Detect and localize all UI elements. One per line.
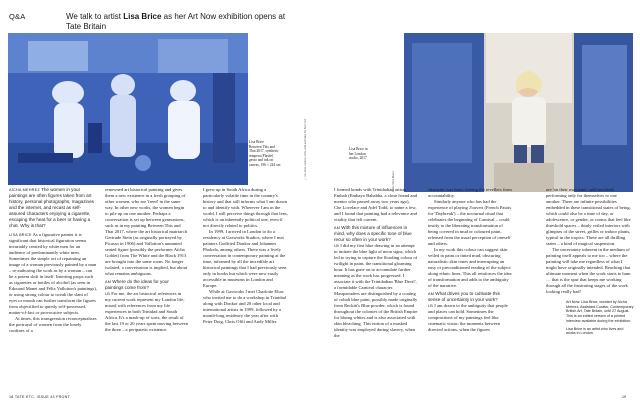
answer-text: At times, this transgression reconceptualises the portrayal of women from the lonely confines of a <box>9 316 97 333</box>
answer-text: Similarly anyone who has had the experience of playing J'ouvert (French Patois for 'Daybreak') – the nocturnal ritual that celebrates the beginning of Carnival – could testify to the liberating transformation of being covered in mud or coloured paint, released from the usual perception of oneself and others. <box>428 199 512 246</box>
headline <box>66 12 296 32</box>
photo-caption-line: studio, 2017 <box>349 156 367 161</box>
speaker-label: AM <box>105 280 112 284</box>
painting-caption <box>249 140 299 168</box>
answer-text: I formed bonds with Trinidadian artists Embah (Embayo Bahabba, a close friend and mentor who passed away two years ago), Che Lovelace and Adel Todd, to name a few, and I found that painting had a relevance and vitality that felt current. <box>334 187 418 222</box>
answer-text: In 1999, I arrived in London to do a residency at Gasworks Studios, where I met painters Godfried Donkor and Johannes Phokela, among others. There was a lively conversation in contemporary painting at the time, informed by all the incredible art historical paintings that I had previously seen only in books but which were now easily accessible in museums in London and Europe. <box>203 229 287 288</box>
text-column-6 <box>546 187 632 295</box>
studio-photo <box>404 33 633 192</box>
headline-name: Lisa Brice <box>123 12 162 21</box>
studio-photo-illustration <box>404 33 633 192</box>
headline-post: as her Art Now exhibition opens at Tate Britain <box>66 12 286 31</box>
artist-bio-text: Lisa Brice is an artist who lives and works in London. <box>566 326 624 336</box>
headline-pre: We talk to artist <box>66 12 124 21</box>
painting-caption-line: Between This and <box>249 144 275 149</box>
painting-caption-title: Lisa Brice <box>249 140 264 144</box>
painting-credit: © the artist; courtesy of the artist and Salon 94, New York <box>304 118 307 180</box>
folio-left: 18 TATE ETC. ISSUE 43 FRONT <box>9 395 71 399</box>
text-column-3 <box>203 187 288 325</box>
answer-text: I am drawn to the ambiguity that people and places can hold. Sometimes the compositions of my paintings feel like cinematic vistas: the moments between directed actions, when the figures <box>428 303 508 332</box>
speaker-label: LISA BRICE <box>9 233 32 237</box>
answer-text: While at Gasworks I met Charlotte Elias who invited me to do a workshop in Trinidad along with Donkor and 20 other local and international artists in 1999, followed by a month-long residency the year after with Peter Doig, Chris Ofili and Andy Miller. <box>203 289 286 324</box>
painting-image <box>8 33 248 185</box>
folio-right: 19 <box>622 395 626 399</box>
section-label: Q&A <box>9 12 26 21</box>
answer-text: renowned art historical painting and gives them a new existence in a fresh grouping of other women, who are 'freed' in the same way. In other new works, the women begin to pile up on one another. Perhaps a conversation is set up between generations, such as in my painting Between This and That 2017, where the art historical matriarch Gertrude Stein (as originally portrayed by Picasso in 1906) and Vallotton's unnamed seated figure (possibly the performer Aïcha Goblet) from The White and the Black 1913 are brought into the same room. No longer isolated, a conversation is implied, but about what remains ambiguous. <box>105 187 188 276</box>
question-text: What drives you to cultivate this sense of uncertainty in your work? <box>428 291 500 302</box>
speaker-label: LB <box>334 244 340 248</box>
painting-caption-line: gesso and ink on <box>249 158 274 163</box>
text-column-2 <box>105 187 188 333</box>
photo-caption-line: Lisa Brice in <box>349 147 368 151</box>
speaker-label: AM <box>428 292 435 296</box>
answer-text: For me, the art historical references in my current work represent my London life, mixed with references from my life experiences in both Trinidad and South Africa. It's a mash-up of sorts, the result of the last 19 or 20 years spent moving between the three – a peripatetic existence. <box>105 291 188 332</box>
text-column-5 <box>428 187 512 333</box>
answer-text: character was born, freeing the revellers from accountability. <box>428 187 512 198</box>
painting-caption-line: tempera (Flashe) <box>249 153 274 158</box>
question-text: With this mixture of influences in mind, why does a specific tone of blue recur so often in your work? <box>334 225 412 242</box>
answer-text: I grew up in South Africa during a particularly volatile time in the country's history and that still informs what I am drawn to and identify with. Wherever I am in the world, I still perceive things through that lens, which is an inherently political one, even if not directly related to politics. <box>203 187 288 228</box>
exhibition-note <box>566 300 634 336</box>
exhibition-note-text: Art Now: Lisa Brice, curated by Aïcha Mehrez, Assistant Curator, Contemporary British Art, Tate Britain, until 27 August. This is an edited version of a printed interview available during the exhibition. <box>566 300 634 323</box>
speaker-label: LB <box>428 304 434 308</box>
painting-caption-line: That 2017, synthetic <box>249 149 279 154</box>
painting-illustration <box>8 33 248 185</box>
speaker-label: AM <box>334 226 341 230</box>
painting-caption-line: canvas, 196 × 244 cm <box>249 162 281 167</box>
photo-credit: Photo: Mark Blower <box>392 170 395 192</box>
answer-text: I did my first blue drawing in an attempt to imitate the blue light of neon signs, which led to trying to capture the flooding colour of twilight in paint, the transitional gloaming hour. It has gone on to accumulate further meaning as the work has progressed. I associate it with the Trinidadian 'Blue Devil', a formidable Carnival character. Masqueraders are distinguished by a coating of cobalt blue paint, possibly made originally from Reckitt's Blue powder, which is found throughout the colonies of the British Empire for bluing whites and is also associated with skin bleaching. This notion of a masked identity was employed during slavery, when the <box>334 243 418 338</box>
question-text: The women in your paintings are often figures taken from art history, personal photographs, magazines and the internet, and recast as self-assured characters enjoying a cigarette, escaping the heat for a beer or having a chat. Why is that? <box>9 187 94 228</box>
text-column-1 <box>9 187 97 334</box>
photo-caption-line: her London <box>349 151 366 156</box>
answer-text: The uncertainty inherent in the medium of painting itself appeals to me too – where the painting will take me regardless of what I might have originally intended. Reaching that ultimate moment when the work starts to hum … that is the spur that keeps me working through all the frustrating stages of the work looking really bad! <box>546 247 631 294</box>
answer-text: are 'on their own time', self-involved, performing only for themselves or one another. There are infinite possibilities embedded in these transitional states of being, which could also be a time of day, or adolescence, or gender, or rooms that feel like threshold spaces – thinly veiled interiors with glimpses of the street, grilles or indoor plants, typical in the tropics. These are all thrilling states – a kind of magical suspension. <box>546 187 631 246</box>
speaker-label: LB <box>105 292 111 296</box>
question-text: Where do the ideas for your paintings come from? <box>105 279 169 290</box>
speaker-label: AÏCHA MEHREZ <box>9 188 40 192</box>
answer-text: As a figurative painter it is significant that historical figuration seems invariably created by white men for an audience of predominantly white men. Sometimes the simple act of repainting an image of a woman previously painted by a man – re-authoring the work as by a woman – can be a potent shift in itself. Inserting props such as cigarettes or bottles of alcohol (as seen in Édouard Manet and Félix Vallotton's paintings), or using strong colour to tweak the slant of eyes or mouth can further transform the figures from objectified to quietly self-possessed, matter-of-fact or provocative subjects. <box>9 232 98 315</box>
answer-text: In my work this colour can suggest skin veiled in paint or tinted mud, obscuring naturalistic skin tones and interrupting an easy or preconditioned reading of the subject along ethnic lines. This all reinforces the idea of transformation and adds to the ambiguity of the narrative. <box>428 247 512 288</box>
photo-caption <box>349 147 397 161</box>
text-column-4 <box>334 187 418 339</box>
